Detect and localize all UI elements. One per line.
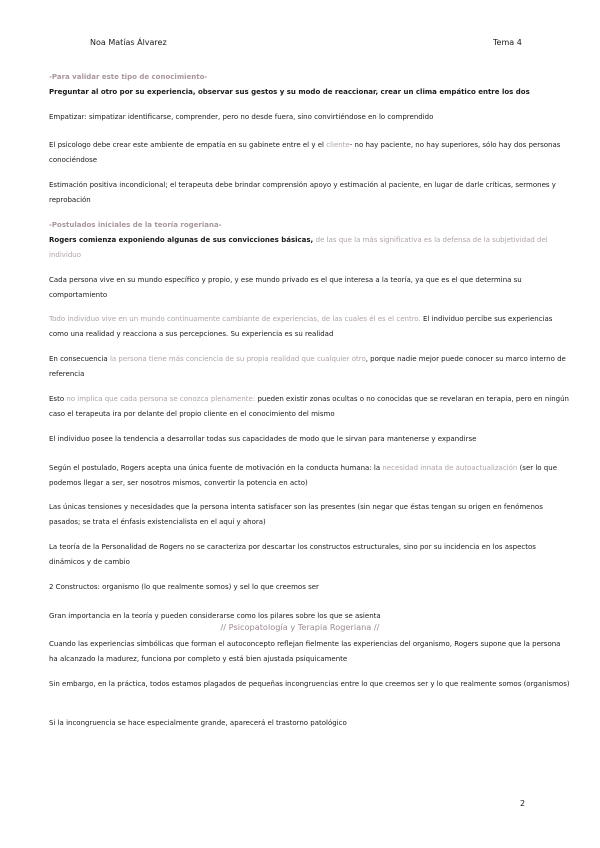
paragraph-maturity: Cuando las experiencias simbólicas que forman el autoconcepto reflejan fielmente las experiencias del organismo, Rogers supone que la persona ha alcanzado la madurez, funciona por completo y está bien ajustada psiquicamente — [49, 640, 561, 663]
paragraph-postulates: -Postulados iniciales de la teoría rogeriana- Rogers comienza exponiendo algunas de sus convicciones básicas, de las que la más significativa es la defensa de la subjetividad del individuo — [49, 221, 548, 259]
accent-own-reality: la persona tiene más conciencia de su propia realidad que cualquier otro — [109, 355, 366, 363]
paragraph-motivation: Según el postulado, Rogers acepta una única fuente de motivación en la conducta humana: la necesidad innata de autoactualización (ser lo que podemos llegar a ser, ser nosotros mismos, convertir la potencia en acto) — [49, 464, 557, 487]
paragraph-development-tendency: El individuo posee la tendencia a desarrollar todas sus capacidades de modo que le sirvan para mantenerse y expandirse — [49, 435, 477, 443]
paragraph-changing-world: Todo individuo vive en un mundo continuamente cambiante de experiencias, de las cuales él es el centro. El individuo percibe sus experiencias como una realidad y reacciona a sus percepciones. Su experiencia es su realidad — [49, 315, 553, 338]
paragraph-empathy-definition: Empatizar: simpatizar identificarse, comprender, pero no desde fuera, sino convirtiéndose en lo comprendido — [49, 113, 434, 121]
paragraph-disorder: Si la incongruencia se hace especialmente grande, aparecerá el trastorno patológico — [49, 719, 347, 727]
author-name: Noa Matías Álvarez — [90, 38, 167, 47]
paragraph-self-knowledge: Esto no implica que cada persona se conozca plenamente: pueden existir zonas ocultas o no conocidas que se revelaran en terapia, pero en ningún caso el terapeuta ira por delante del propio cliente en el conocimiento del mismo — [49, 395, 569, 418]
paragraph-empathy-environment: El psicologo debe crear este ambiente de empatía en su gabinete entre el y el cliente- no hay paciente, no hay superiores, sólo hay dos personas conociéndose — [49, 141, 561, 164]
accent-cliente: cliente — [326, 141, 350, 149]
subheading-postulates: -Postulados iniciales de la teoría rogeriana- — [49, 221, 222, 229]
paragraph-incongruences: Sin embargo, en la práctica, todos estamos plagados de pequeñas incongruencias entre lo que creemos ser y lo que realmente somos (organismos) — [49, 680, 570, 688]
accent-subjectivity: de las que la más significativa es la defensa de la subjetividad del individuo — [49, 236, 548, 259]
subheading-validation: -Para validar este tipo de conocimiento- — [49, 73, 208, 81]
paragraph-validation — [49, 70, 570, 100]
paragraph-positive-regard: Estimación positiva incondicional; el terapeuta debe brindar comprensión apoyo y estimación al paciente, en lugar de darle críticas, sermones y reprobación — [49, 181, 556, 204]
page-number: 2 — [520, 799, 526, 808]
accent-self-knowledge: no implica que cada persona se conozca plenamente: — [66, 395, 256, 403]
paragraph-own-reality: En consecuencia la persona tiene más conciencia de su propia realidad que cualquier otro, porque nadie mejor puede conocer su marco interno de referencia — [49, 355, 566, 378]
topic-label: Tema 4 — [493, 38, 522, 47]
paragraph-private-world: Cada persona vive en su mundo específico y propio, y ese mundo privado es el que interesa a la teoría, ya que es el que determina su comportamiento — [49, 276, 522, 299]
paragraph-tensions: Las únicas tensiones y necesidades que la persona intenta satisfacer son las presentes (sin negar que éstas tengan su origen en fenómenos pasados; se trata el énfasis existencialista en el aquí y ahora) — [49, 503, 543, 526]
paragraph-constructs: 2 Constructos: organismo (lo que realmente somos) y sel lo que creemos ser — [49, 583, 319, 591]
accent-changing-world: Todo individuo vive en un mundo continuamente cambiante de experiencias, de las cuales él es el centro. — [49, 315, 421, 323]
paragraph-importance: Gran importancia en la teoría y pueden considerarse como los pilares sobre los que se asienta — [49, 612, 381, 620]
validation-text: Preguntar al otro por su experiencia, observar sus gestos y su modo de reaccionar, crear un clima empático entre los dos — [49, 88, 530, 96]
section-heading-psychopathology: // Psicopatología y Terapia Rogeriana // — [220, 622, 380, 632]
accent-self-actualization: necesidad innata de autoactualización — [382, 464, 518, 472]
paragraph-personality-theory: La teoría de la Personalidad de Rogers no se caracteriza por descartar los constructos estructurales, sino por su incidencia en los aspectos dinámicos y de cambio — [49, 543, 536, 566]
